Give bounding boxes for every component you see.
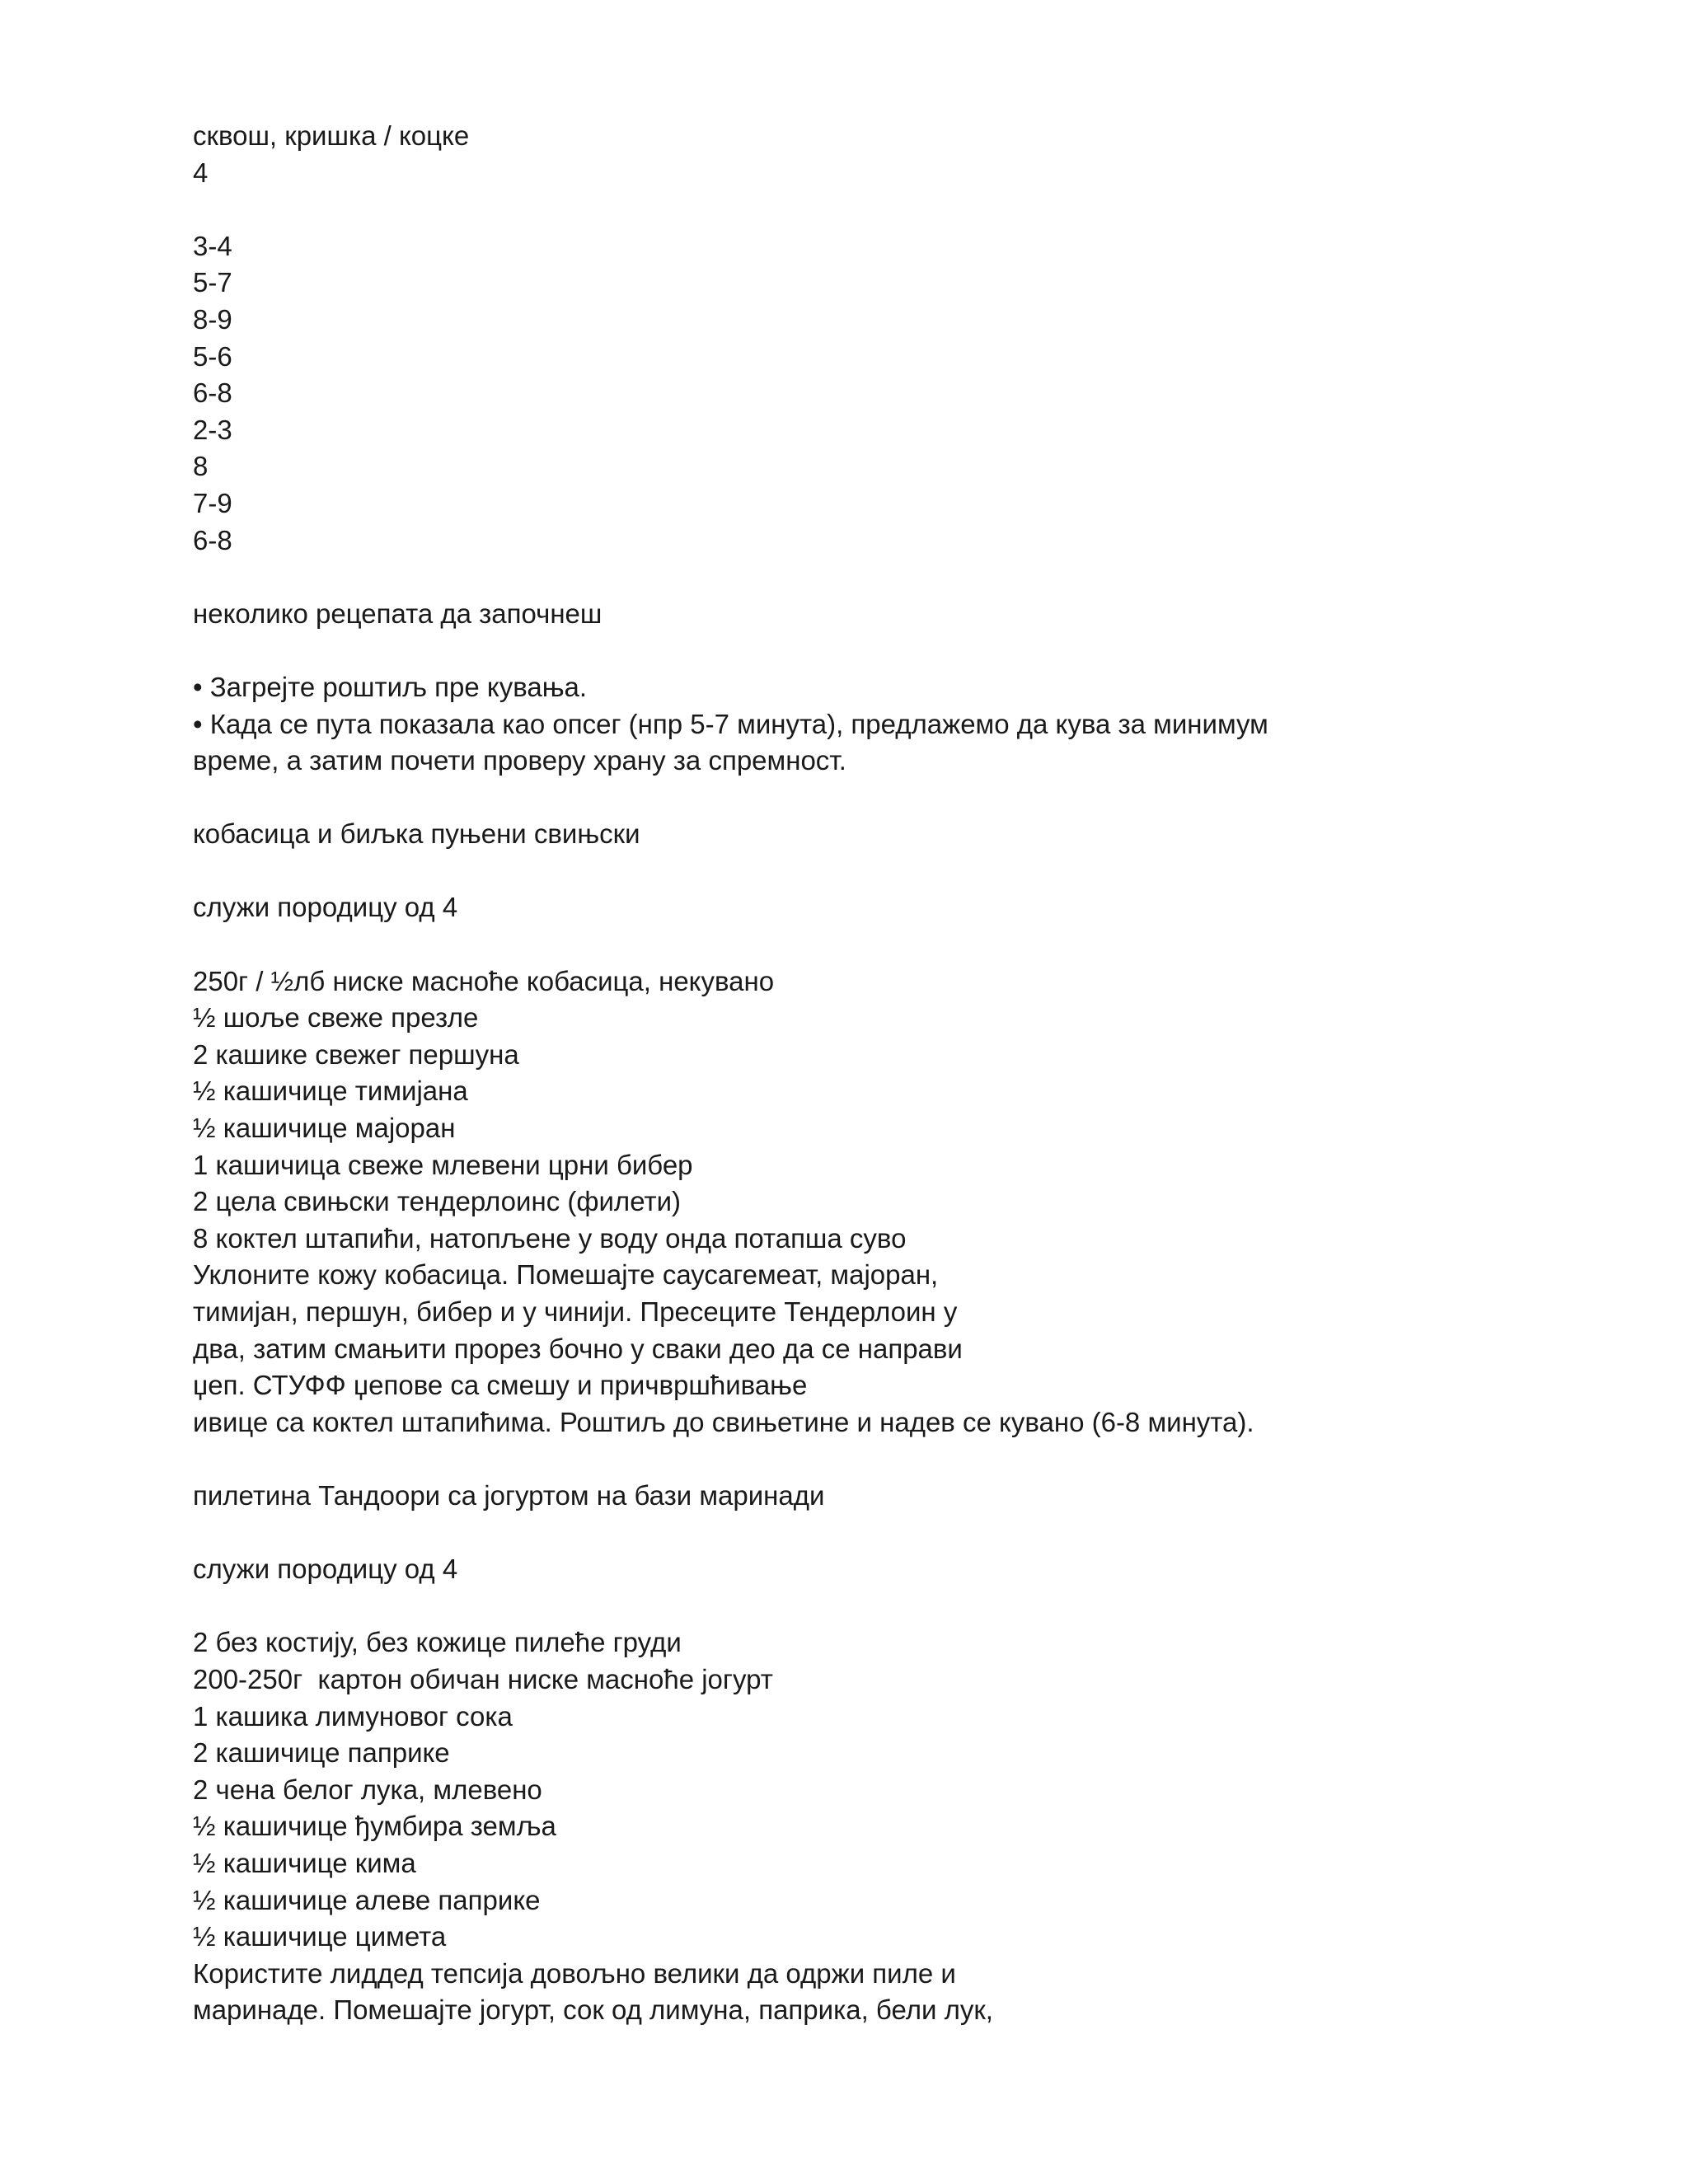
text-line: џеп. СТУФФ џепове са смешу и причвршћивање xyxy=(193,1370,808,1401)
text-line: 4 xyxy=(193,157,209,188)
text-line: ½ кашичице кима xyxy=(193,1847,416,1878)
text-line: 7-9 xyxy=(193,487,232,518)
text-line: ½ кашичице тимијана xyxy=(193,1076,468,1107)
text-line: Користите лиддед тепсија довољно велики да одржи пиле и xyxy=(193,1957,956,1989)
text-line: тимијан, першун, бибер и у чинији. Пресеците Тендерлоин у xyxy=(193,1296,958,1327)
text-line: 2-3 xyxy=(193,414,232,445)
text-line: • Загрејте роштиљ пре кувања. xyxy=(193,671,588,702)
text-line: 2 кашичице паприке xyxy=(193,1737,450,1769)
text-line: 6-8 xyxy=(193,524,232,555)
text-line: 200-250г картон обичан ниске масноће јогурт xyxy=(193,1663,773,1694)
blank-line xyxy=(193,1515,1512,1552)
text-line: време, а затим почети проверу храну за спремност. xyxy=(193,745,846,776)
text-line: 250г / ½лб ниске масноће кобасица, некувано xyxy=(193,965,775,996)
text-line: служи породицу од 4 xyxy=(193,892,458,923)
blank-line xyxy=(193,926,1512,963)
text-line: ½ кашичице алеве паприке xyxy=(193,1884,541,1915)
text-line: 1 кашика лимуновог сока xyxy=(193,1700,513,1732)
blank-line xyxy=(193,780,1512,817)
text-line: ½ шоље свеже презле xyxy=(193,1002,479,1033)
blank-line xyxy=(193,853,1512,890)
text-line: маринаде. Помешајте јогурт, сок од лимуна, паприка, бели лук, xyxy=(193,1994,993,2026)
blank-line xyxy=(193,191,1512,228)
text-line: кобасица и биљка пуњени свињски xyxy=(193,818,640,850)
text-line: два, затим смањити прорез бочно у сваки део да се направи xyxy=(193,1333,963,1364)
text-line: • Када се пута показала као опсег (нпр 5-7 минута), предлажемо да кува за минимум xyxy=(193,708,1268,739)
text-line: сквош, кришка / коцке xyxy=(193,120,470,151)
blank-line xyxy=(193,1588,1512,1625)
text-line: служи породицу од 4 xyxy=(193,1554,458,1585)
text-line: 2 чена белог лука, млевено xyxy=(193,1774,542,1805)
text-line: 8 xyxy=(193,451,209,482)
text-line: ивице са коктел штапићима. Роштиљ до свињетине и надев се кувано (6-8 минута). xyxy=(193,1406,1254,1437)
blank-line xyxy=(193,1441,1512,1478)
text-line: 8 коктел штапићи, натопљене у воду онда потапша суво xyxy=(193,1222,907,1254)
recipe-text-body xyxy=(193,118,1512,2029)
text-line: неколико рецепата да започнеш xyxy=(193,598,603,629)
text-line: 6-8 xyxy=(193,377,232,409)
text-line: 5-7 xyxy=(193,267,232,298)
text-line: 3-4 xyxy=(193,230,232,261)
text-line: 2 кашике свежег першуна xyxy=(193,1038,519,1070)
blank-line xyxy=(193,632,1512,669)
text-line: ½ кашичице цимета xyxy=(193,1921,447,1952)
text-line: Уклоните кожу кобасица. Помешајте саусагемеат, мајоран, xyxy=(193,1259,939,1291)
text-line: 5-6 xyxy=(193,340,232,372)
blank-line xyxy=(193,559,1512,596)
text-line: 2 без костију, без кожице пилеће груди xyxy=(193,1627,682,1658)
text-line: пилетина Тандоори са јогуртом на бази маринади xyxy=(193,1479,825,1511)
text-line: 1 кашичица свеже млевени црни бибер xyxy=(193,1149,693,1180)
text-line: ½ кашичице мајоран xyxy=(193,1113,456,1144)
text-line: 8-9 xyxy=(193,303,232,335)
text-line: 2 цела свињски тендерлоинс (филети) xyxy=(193,1186,681,1217)
text-line: ½ кашичице ђумбира земља xyxy=(193,1811,556,1842)
